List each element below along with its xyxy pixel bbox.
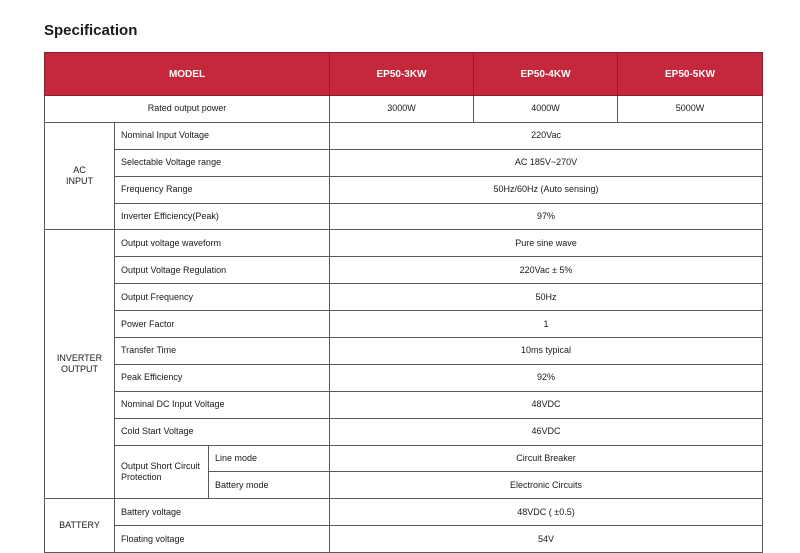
row-value: 1 bbox=[330, 311, 763, 338]
table-row bbox=[45, 391, 763, 418]
row-value: 92% bbox=[330, 364, 763, 391]
category-label: OUTPUT bbox=[61, 364, 98, 375]
specification-table bbox=[44, 52, 763, 553]
row-value: 5000W bbox=[618, 96, 763, 123]
sub-row-label: Line mode bbox=[209, 445, 330, 472]
table-row bbox=[45, 257, 763, 284]
table-row bbox=[45, 445, 763, 472]
row-label: Battery voltage bbox=[115, 499, 330, 526]
page-title: Specification bbox=[44, 22, 138, 39]
row-label: Output voltage waveform bbox=[115, 230, 330, 257]
table-row bbox=[45, 149, 763, 176]
row-label: Power Factor bbox=[115, 311, 330, 338]
table-row bbox=[45, 122, 763, 149]
table-row bbox=[45, 284, 763, 311]
row-label: Rated output power bbox=[45, 96, 330, 123]
row-value: Electronic Circuits bbox=[330, 472, 763, 499]
row-value: Circuit Breaker bbox=[330, 445, 763, 472]
row-value: AC 185V~270V bbox=[330, 149, 763, 176]
row-label: Floating voltage bbox=[115, 526, 330, 553]
model-column-header: EP50-4KW bbox=[474, 53, 618, 96]
row-label: Output Frequency bbox=[115, 284, 330, 311]
table-row bbox=[45, 338, 763, 365]
table-row bbox=[45, 230, 763, 257]
protection-label bbox=[115, 445, 209, 499]
row-value: 4000W bbox=[474, 96, 618, 123]
model-header: MODEL bbox=[45, 53, 330, 96]
row-label: Peak Efficiency bbox=[115, 364, 330, 391]
row-value: 50Hz/60Hz (Auto sensing) bbox=[330, 176, 763, 203]
header-row bbox=[45, 53, 763, 96]
model-column-header: EP50-3KW bbox=[330, 53, 474, 96]
row-label: Transfer Time bbox=[115, 338, 330, 365]
table-row bbox=[45, 176, 763, 203]
model-column-header: EP50-5KW bbox=[618, 53, 763, 96]
row-value: 97% bbox=[330, 203, 763, 230]
category-label: AC bbox=[73, 165, 86, 176]
row-label: Inverter Efficiency(Peak) bbox=[115, 203, 330, 230]
category-inverter-output bbox=[45, 230, 115, 499]
row-label: Output Voltage Regulation bbox=[115, 257, 330, 284]
row-value: 48VDC bbox=[330, 391, 763, 418]
table-row bbox=[45, 203, 763, 230]
category-battery: BATTERY bbox=[45, 499, 115, 553]
table-row bbox=[45, 364, 763, 391]
row-value: Pure sine wave bbox=[330, 230, 763, 257]
row-value: 220Vac ± 5% bbox=[330, 257, 763, 284]
table-row bbox=[45, 499, 763, 526]
row-value: 3000W bbox=[330, 96, 474, 123]
row-value: 54V bbox=[330, 526, 763, 553]
table-row bbox=[45, 526, 763, 553]
row-label: Selectable Voltage range bbox=[115, 149, 330, 176]
row-value: 50Hz bbox=[330, 284, 763, 311]
table-row bbox=[45, 96, 763, 123]
row-label: Frequency Range bbox=[115, 176, 330, 203]
protection-label-line: Protection bbox=[121, 471, 162, 482]
row-label: Cold Start Voltage bbox=[115, 418, 330, 445]
category-label: INPUT bbox=[66, 176, 93, 187]
sub-row-label: Battery mode bbox=[209, 472, 330, 499]
category-label: INVERTER bbox=[56, 353, 103, 364]
row-label: Nominal DC Input Voltage bbox=[115, 391, 330, 418]
row-value: 10ms typical bbox=[330, 338, 763, 365]
row-value: 46VDC bbox=[330, 418, 763, 445]
protection-label-line: Output Short Circuit bbox=[121, 460, 201, 471]
table-row bbox=[45, 418, 763, 445]
category-ac-input bbox=[45, 122, 115, 230]
row-label: Nominal Input Voltage bbox=[115, 122, 330, 149]
row-value: 48VDC ( ±0.5) bbox=[330, 499, 763, 526]
row-value: 220Vac bbox=[330, 122, 763, 149]
table-row bbox=[45, 311, 763, 338]
